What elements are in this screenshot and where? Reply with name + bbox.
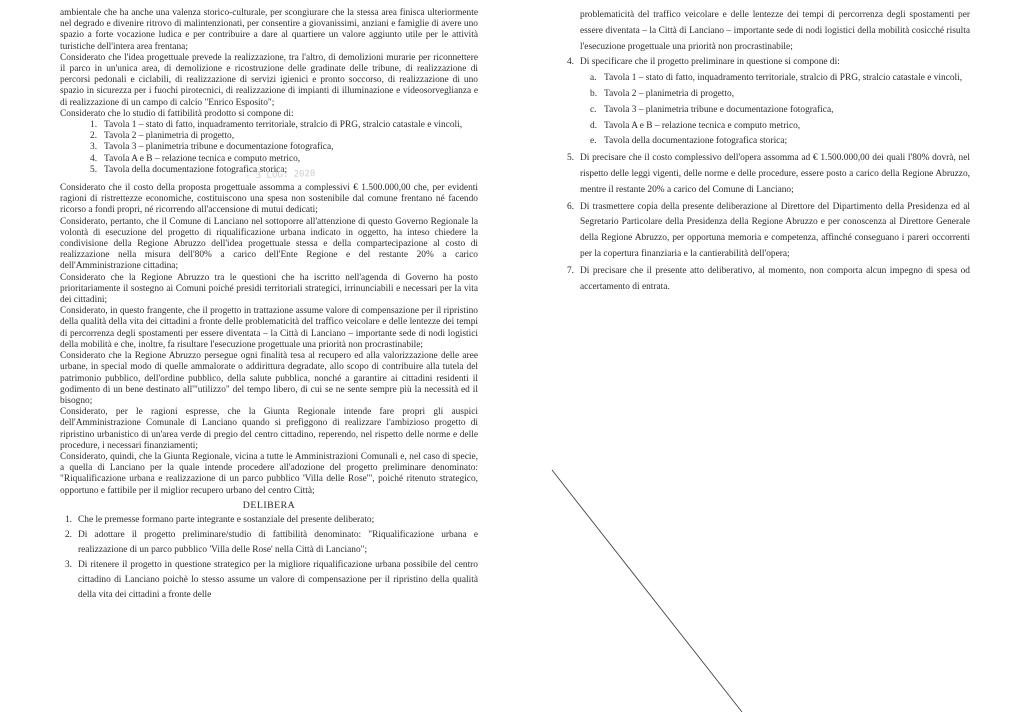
paragraph: Considerato che la Regione Abruzzo persegue ogni finalità tesa al recupero ed alla valorizzazione delle aree urbane, in special modo di quelle ammalorate o addirittura degradate, allo scopo di contribuire alla tutela del patrimonio pubblico, dell'ordine pubblico, della salute pubblica, nonché a garantire ai cittadini residenti il godimento di un bene destinato all'"utilizzo" del tempo libero, di cui se ne sente sempre più la necessità ed il bisogno;	[60, 351, 478, 406]
list-number: 4.	[566, 57, 574, 68]
list-text: Tavola della documentazione fotografica storica;	[604, 136, 788, 147]
list-text: Tavola A e B – relazione tecnica e computo metrico,	[604, 120, 801, 131]
list-number: 3.	[64, 559, 72, 570]
paragraph: Considerato, pertanto, che il Comune di Lanciano nel sottoporre all'attenzione di questo Governo Regionale la volontà di esecuzione del progetto di riqualificazione urbana indicato in oggetto, ha inteso chiedere la condivisione della Regione Abruzzo dell'idea progettuale stessa e della compartecipazione al costo di realizzazione nella misura dell'80% a carico dell'Ente Regione e del restante 20% a carico dell'Amministrazione cittadina;	[60, 216, 478, 272]
delibera-heading: DELIBERA	[242, 499, 296, 511]
considerato-studio-paragraph: Considerato che lo studio di fattibilità prodotto si compone di:	[60, 108, 294, 119]
paragraph: Considerato, per le ragioni espresse, che la Giunta Regionale intende fare propri gli auspici dell'Amministrazione Comunale di Lanciano quando si prefiggono di realizzare l'ambizioso progetto di ripristino urbanistico di un'area verde di pregio del centro cittadino, reperendo, nel rispetto delle norme e delle procedure, i necessari finanziamenti;	[60, 407, 478, 451]
list-text: Tavola 3 – planimetria tribune e documentazione fotografica,	[104, 142, 334, 153]
list-letter: e.	[590, 136, 597, 147]
list-number: 3.	[90, 142, 98, 153]
list-text: Di adottare il progetto preliminare/studio di fattibilità denominato: "Riqualificazione urbana e realizzazione di un parco pubblico 'Villa delle Rose' nella Città di Lanciano";	[78, 529, 478, 555]
list-text: Tavola 2 – planimetria di progetto,	[104, 131, 235, 142]
continuation-paragraph: problematicità del traffico veicolare e delle lentezze dei tempi di percorrenza degli spostamenti per essere diventata – la Città di Lanciano – importante sede di nodi logistici della mobilità cosicché risulta l'esecuzione progettuale una priorità non procrastinabile;	[580, 10, 970, 52]
list-letter: d.	[590, 120, 598, 131]
considerato-idea-paragraph: Considerato che l'idea progettuale prevede la realizzazione, tra l'altro, di demolizioni murarie per riconnettere il parco in un'unica area, di demolizione e ricostruzione delle gradinate delle tribune, di realizzazione di percorsi pedonali e ciclabili, di realizzazione di servizi igienici e pronto soccorso, di realizzazione di uno spazio in sicurezza per i fuochi pirotecnici, di realizzazione di impianti di illuminazione e videosorveglianza e di realizzazione di un campo di calcio "Enrico Esposito";	[60, 52, 478, 108]
list-number: 1.	[64, 514, 72, 525]
paragraph: Considerato, in questo frangente, che il progetto in trattazione assume valore di compensazione per il ripristino della qualità della vita dei cittadini a fronte delle problematicità del traffico veicolare e delle lentezze dei tempi di percorrenza degli spostamenti per essere diventata – la Città di Lanciano – importante sede di nodi logistici della mobilità e che, inoltre, fa risultare l'esecuzione progettuale una priorità non procrastinabile;	[60, 306, 478, 350]
list-text: Tavola 3 – planimetria tribune e documentazione fotografica,	[604, 104, 834, 115]
list-text: Tavola 2 – planimetria di progetto,	[604, 88, 735, 99]
list-text: Di ritenere il progetto in questione strategico per la migliore riqualificazione urbana possibile del centro cittadino di Lanciano poichè lo stesso assume un valore di compensazione per il ripristino della qualità della vita dei cittadini a fronte delle	[78, 559, 478, 600]
list-text: Tavola A e B – relazione tecnica e computo metrico,	[104, 153, 301, 164]
list-number: 7.	[566, 265, 574, 276]
paragraph: Considerato che il costo della proposta progettuale assomma a complessivi € 1.500.000,00 che, per evidenti ragioni di ristrettezze economiche, costituiscono una spesa non sostenibile dal comune frentano né facendo ricorso a fondi propri, né ricorrendo all'accensione di mutui dedicati;	[60, 183, 478, 216]
list-number: 1.	[90, 120, 98, 131]
list-letter: a.	[590, 73, 597, 84]
diagonal-strike-line	[552, 470, 742, 712]
list-text: Che le premesse formano parte integrante e sostanziale del presente deliberato;	[78, 514, 375, 525]
list-number: 2.	[90, 131, 98, 142]
list-text: Tavola 1 – stato di fatto, inquadramento territoriale, stralcio di PRG, stralcio catastale e vincoli,	[104, 120, 463, 131]
list-text: Di precisare che il costo complessivo dell'opera assomma ad € 1.500.000,00 dei quali l'80% dovrà, nel rispetto delle leggi vigenti, delle norme e delle procedure, essere posto a carico della Regione Abruzzo, mentre il restante 20% a carico del Comune di Lanciano;	[580, 153, 970, 195]
list-number: 5.	[90, 164, 98, 175]
list-text: Di precisare che il presente atto deliberativo, al momento, non comporta alcun impegno di spesa od accertamento di entrata.	[580, 265, 970, 292]
faded-date-stamp: - 3 LUG. 2020	[244, 169, 316, 182]
paragraph: Considerato che la Regione Abruzzo tra le questioni che ha iscritto nell'agenda di Governo ha posto prioritariamente il sostegno ai Comuni poiché presidi territoriali strategici, irrinunciabili e necessari per la vita dei cittadini;	[60, 272, 478, 306]
list-number: 2.	[64, 529, 72, 540]
intro-paragraph: ambientale che ha anche una valenza storico-culturale, per scongiurare che la stessa area finisca ulteriormente nel degrado e divenire ritrovo di malintenzionati, per consentire a giovanissimi, anziani e famiglie di avere uno spazio a forte vocazione ludica e per contribuire a dare al quartiere un valore aggiunto utile per le attività turistiche dell'intera area frentana;	[60, 8, 478, 52]
list-text: Tavola della documentazione fotografica storica;	[104, 164, 288, 175]
list-number: 6.	[566, 201, 574, 212]
paragraph: Considerato, quindi, che la Giunta Regionale, vicina a tutte le Amministrazioni Comunali e, nel caso di specie, a quella di Lanciano per la quale intende procedere all'adozione del progetto preliminare denominato: "Riqualificazione urbana e realizzazione di un parco pubblico 'Villa delle Rose'", poiché ritenuto strategico, opportuno e fattibile per il miglior recupero urbano del centro Città;	[60, 451, 478, 496]
list-text: Di trasmettere copia della presente deliberazione al Direttore del Dipartimento della Presidenza ed al Segretario Particolare della Presidenza della Regione Abruzzo e per conoscenza al Direttore Generale della Regione Abruzzo, per opportuna memoria e competenza, affinché conseguano i pareri occorrenti per la copertura finanziaria e la cantierabilità dell'opera;	[580, 201, 970, 259]
list-letter: b.	[590, 88, 598, 99]
list-text: Tavola 1 – stato di fatto, inquadramento territoriale, stralcio di PRG, stralcio catastale e vincoli,	[604, 73, 963, 84]
list-text: Di specificare che il progetto preliminare in questione si compone di:	[580, 57, 840, 68]
list-number: 5.	[566, 153, 574, 164]
list-letter: c.	[590, 104, 597, 115]
list-number: 4.	[90, 153, 98, 164]
